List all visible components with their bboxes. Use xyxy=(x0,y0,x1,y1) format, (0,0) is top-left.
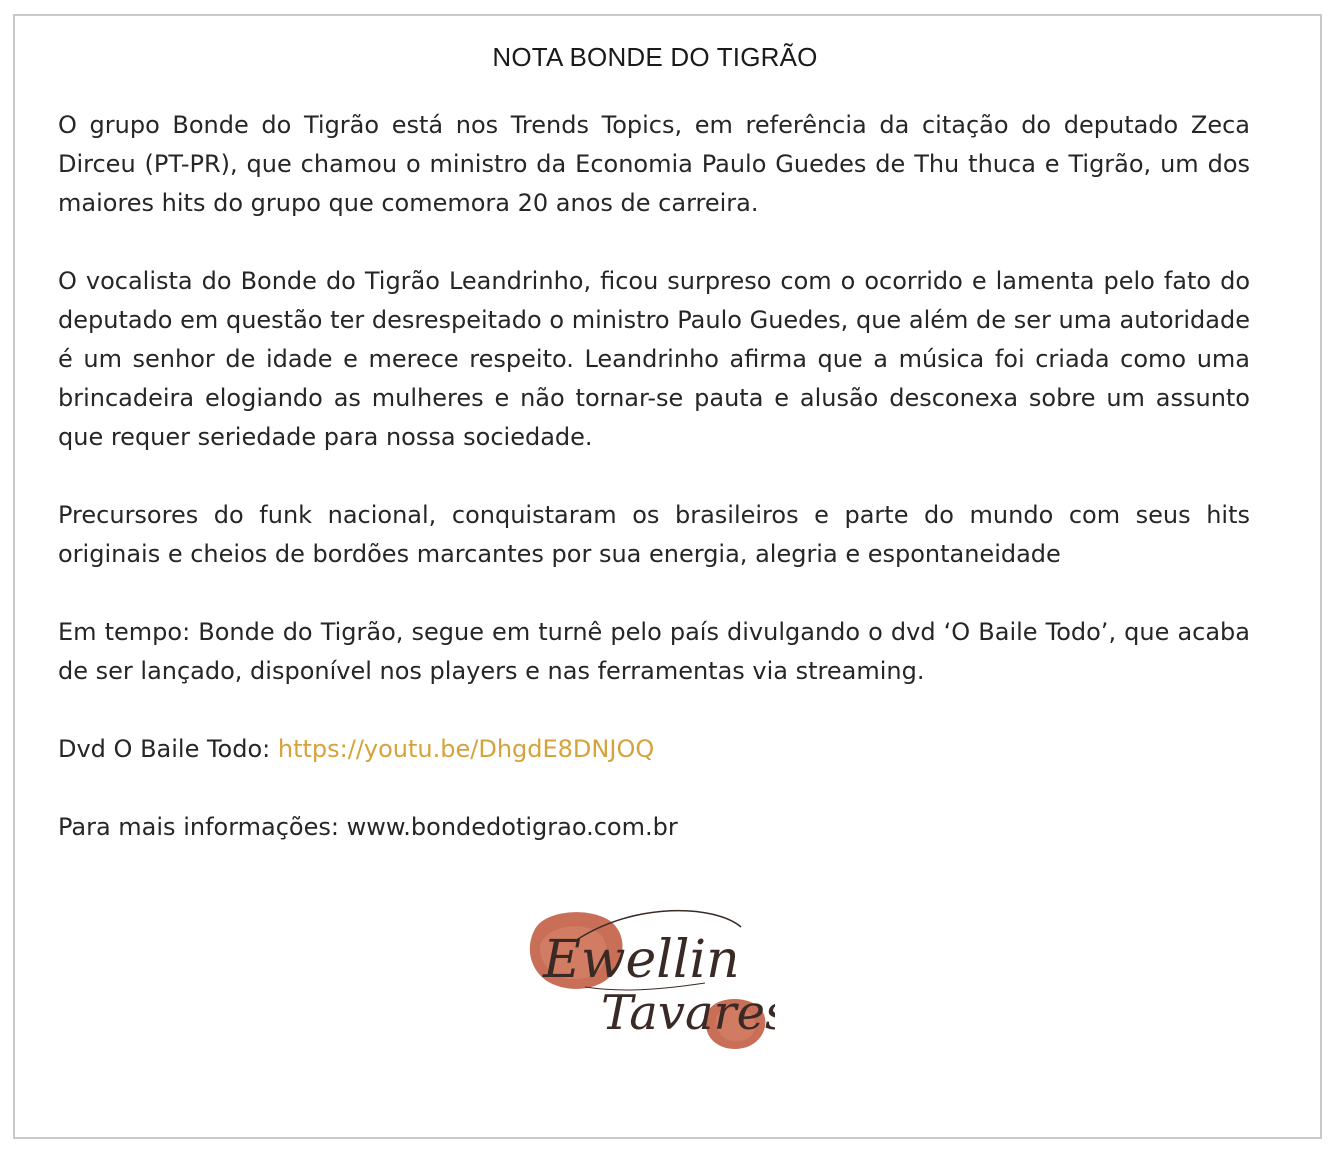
document-body xyxy=(58,106,1250,886)
document-page xyxy=(13,14,1322,1139)
paragraph-trending: O grupo Bonde do Tigrão está nos Trends Topics, em referência da citação do deputado Zeca Dirceu (PT-PR), que chamou o ministro da Economia Paulo Guedes de Thu thuca e Tigrão, um dos maiores hits do grupo que comemora 20 anos de carreira. xyxy=(58,111,1250,217)
paragraph-vocalist: O vocalista do Bonde do Tigrão Leandrinho, ficou surpreso com o ocorrido e lamenta pelo fato do deputado em questão ter desrespeitado o ministro Paulo Guedes, que além de ser uma autoridade é um senhor de idade e merece respeito. Leandrinho afirma que a música foi criada como uma brincadeira elogiando as mulheres e não tornar-se pauta e alusão desconexa sobre um assunto que requer seriedade para nossa sociedade. xyxy=(58,267,1250,451)
info-line: Para mais informações: www.bondedotigrao.com.br xyxy=(58,813,678,841)
ewellin-tavares-logo xyxy=(515,901,775,1051)
dvd-youtube-link[interactable]: https://youtu.be/DhgdE8DNJOQ xyxy=(277,735,655,763)
paragraph-precursors: Precursores do funk nacional, conquistaram os brasileiros e parte do mundo com seus hits originais e cheios de bordões marcantes por sua energia, alegria e espontaneidade xyxy=(58,501,1250,568)
paragraph-tour: Em tempo: Bonde do Tigrão, segue em turnê pelo país divulgando o dvd ‘O Baile Todo’, que acaba de ser lançado, disponível nos players e nas ferramentas via streaming. xyxy=(58,618,1250,685)
logo-text-line2: Tavares xyxy=(601,985,775,1041)
dvd-line xyxy=(58,730,1250,769)
dvd-label: Dvd O Baile Todo: xyxy=(58,735,278,763)
document-title: NOTA BONDE DO TIGRÃO xyxy=(492,42,818,72)
signature-logo-graphic xyxy=(515,901,775,1051)
logo-text-line1: Ewellin xyxy=(543,930,740,990)
